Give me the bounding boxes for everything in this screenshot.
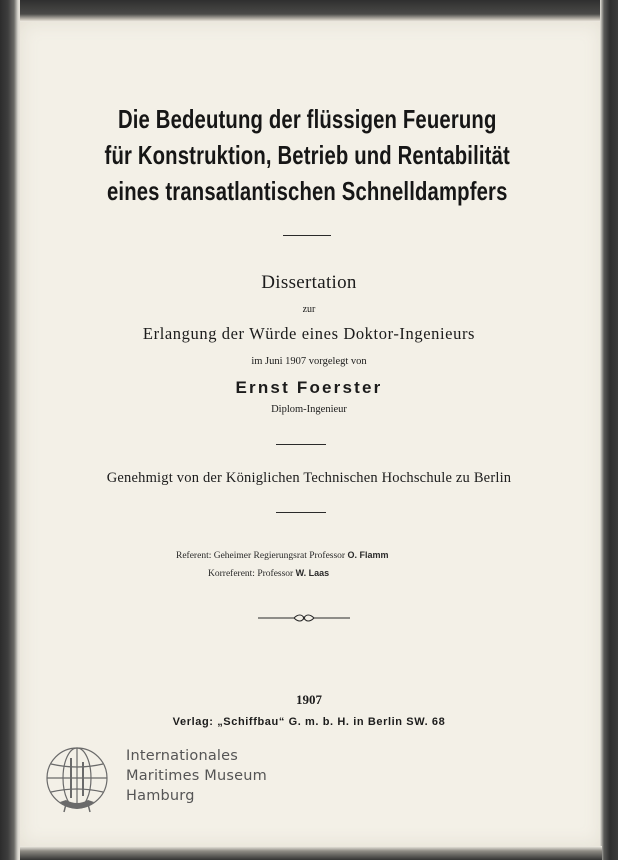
referent-label: Referent: — [176, 551, 212, 561]
ornament-divider — [256, 612, 352, 624]
publication-year: 1907 — [296, 692, 322, 707]
scan-top-edge — [20, 0, 602, 22]
dissertation-heading: Dissertation — [261, 272, 357, 293]
author-title: Diplom-Ingenieur — [271, 404, 347, 415]
divider-rule-2 — [276, 444, 326, 445]
referent-text: Geheimer Regierungsrat Professor — [213, 551, 346, 561]
divider-rule-3 — [276, 512, 326, 513]
korreferent-name: W. Laas — [295, 568, 330, 578]
referent-line — [176, 550, 389, 561]
divider-rule-1 — [283, 235, 331, 236]
publisher-text: „Schiffbau“ G. m. b. H. in Berlin SW. 68 — [217, 716, 446, 728]
approval-line: Genehmigt von der Königlichen Technischen Hochschule zu Berlin — [106, 470, 512, 486]
referent-name: O. Flamm — [347, 550, 389, 560]
korreferent-label: Korreferent: — [208, 569, 255, 579]
submission-line: im Juni 1907 vorgelegt von — [251, 356, 367, 367]
title-line-3: eines transatlantischen Schnelldampfers — [106, 176, 508, 206]
museum-name-line-2: Maritimes Museum — [126, 768, 267, 784]
museum-name-line-1: Internationales — [126, 748, 239, 764]
degree-line: Erlangung der Würde eines Doktor-Ingenieurs — [142, 324, 476, 343]
korreferent-line — [208, 568, 329, 579]
scan-right-edge — [600, 0, 618, 860]
museum-logo-icon — [38, 740, 116, 820]
korreferent-text: Professor — [257, 569, 294, 579]
book-spine-edge — [0, 0, 22, 860]
title-line-2: für Konstruktion, Betrieb und Rentabilität — [104, 140, 510, 170]
title-line-1: Die Bedeutung der flüssigen Feuerung — [117, 104, 497, 134]
scan-bottom-edge — [20, 846, 602, 860]
publisher-line — [0, 716, 618, 728]
museum-name-line-3: Hamburg — [126, 788, 195, 804]
zur-text: zur — [302, 304, 316, 315]
author-name: Ernst Foerster — [235, 378, 383, 397]
publisher-label: Verlag: — [172, 716, 214, 728]
